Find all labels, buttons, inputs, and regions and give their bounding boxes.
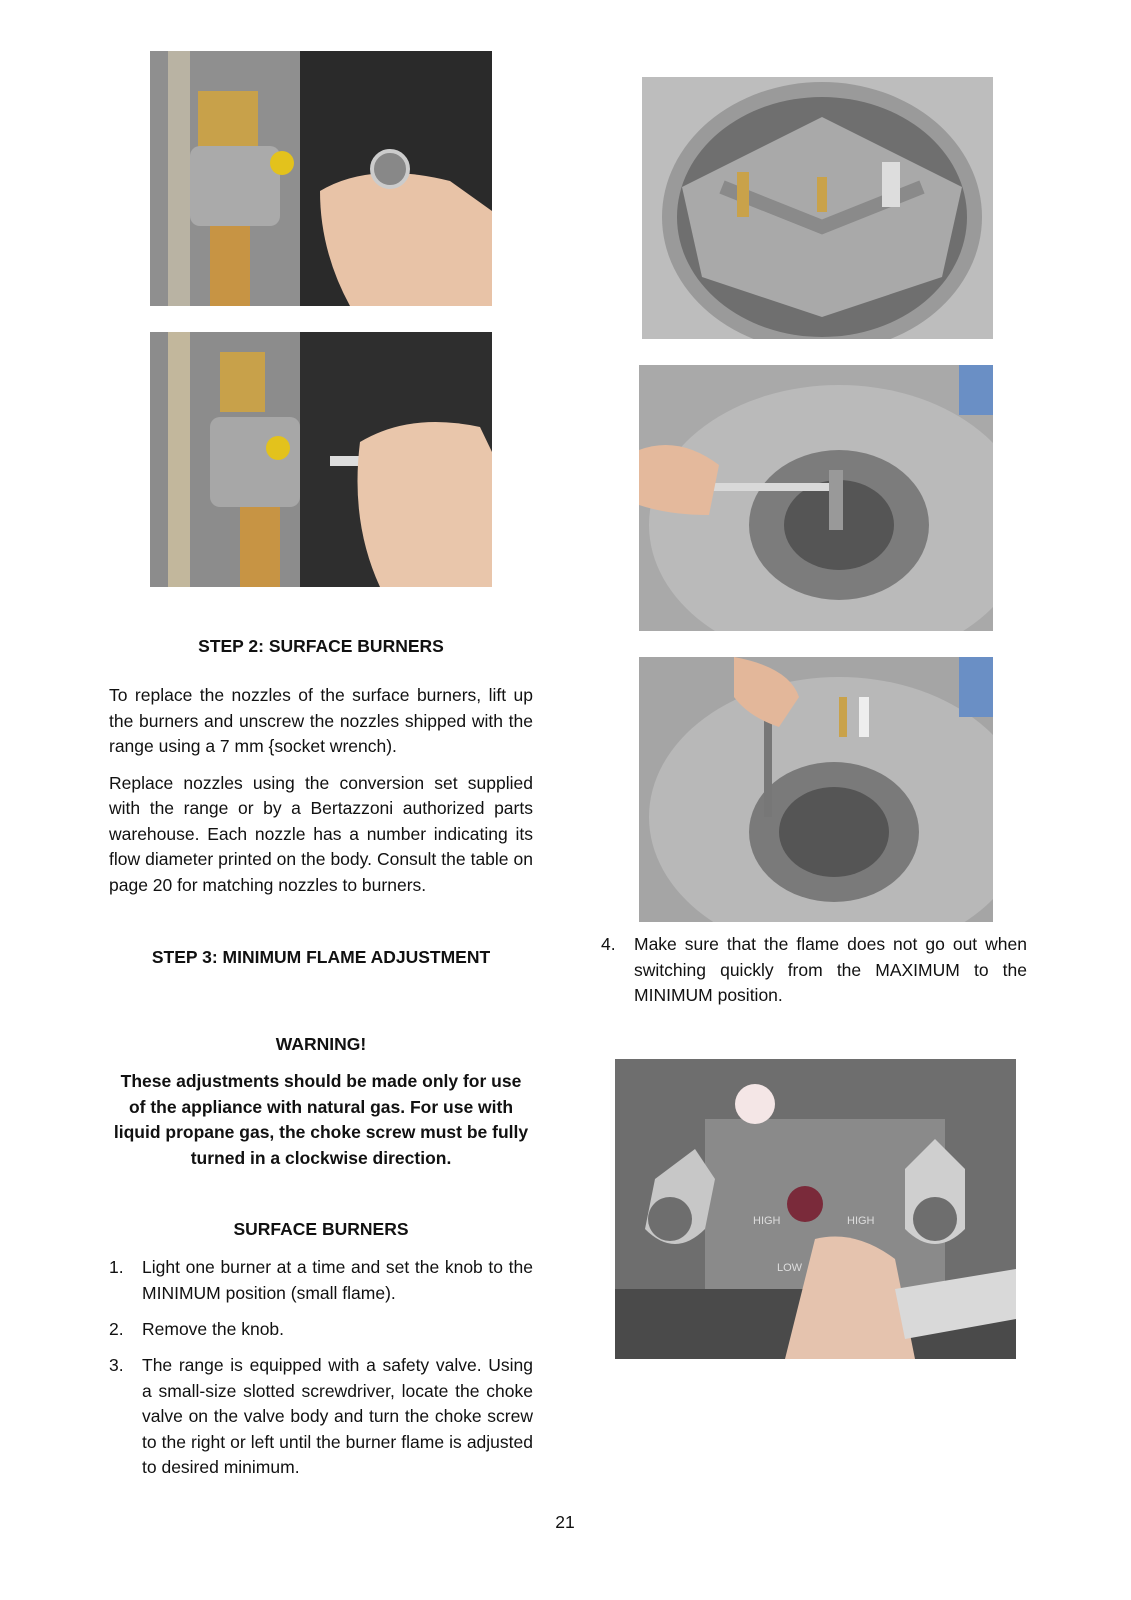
knob-choke-adjustment-photo <box>615 1059 1016 1359</box>
list-item-text: The range is equipped with a safety valve. Using a small-size slotted screwdriver, locate the choke valve on the valve body and turn the choke screw to the right or left until the burner flame is adjusted to desired minimum. <box>142 1355 533 1477</box>
burner-base-photo <box>642 77 993 339</box>
list-item-number: 2. <box>109 1319 124 1339</box>
wrench-on-burner-photo-1 <box>639 365 993 631</box>
list-item-number: 4. <box>601 934 616 954</box>
list-item-number: 3. <box>109 1355 124 1375</box>
list-item-3 <box>109 1353 533 1483</box>
nozzle-removal-photo-1 <box>150 51 492 306</box>
list-item-2 <box>109 1317 533 1343</box>
step2-paragraphs <box>109 683 533 898</box>
list-item-4 <box>601 932 1027 1012</box>
step2-para-1: To replace the nozzles of the surface burners, lift up the burners and unscrew the nozzles shipped with the range using a 7 mm {socket wrench). <box>109 685 533 756</box>
warning-text: These adjustments should be made only for use of the appliance with natural gas. For use with liquid propane gas, the choke screw must be fully turned in a clockwise direction. <box>113 1071 529 1168</box>
list-item-text: Remove the knob. <box>142 1319 285 1339</box>
low-label: LOW <box>777 1262 803 1274</box>
step2-heading: STEP 2: SURFACE BURNERS <box>198 636 444 656</box>
warning-title: WARNING! <box>275 1034 367 1054</box>
page-number: 21 <box>555 1512 575 1532</box>
step3-heading: STEP 3: MINIMUM FLAME ADJUSTMENT <box>151 947 491 967</box>
step2-para-2: Replace nozzles using the conversion set supplied with the range or by a Bertazzoni authorized parts warehouse. Each nozzle has a number indicating its flow diameter printed on the body. Consult the table on page 20 for matching nozzles to burners. <box>109 772 533 895</box>
high-label-2: HIGH <box>847 1215 875 1227</box>
list-item-text: Light one burner at a time and set the knob to the MINIMUM position (small flame). <box>142 1257 533 1303</box>
wrench-on-burner-photo-2 <box>639 657 993 922</box>
list-item-number: 1. <box>109 1257 124 1277</box>
nozzle-removal-photo-2 <box>150 332 492 587</box>
list-item-text: Make sure that the flame does not go out when switching quickly from the MAXIMUM to the MINIMUM position. <box>634 934 1027 1005</box>
high-label: HIGH <box>753 1215 781 1227</box>
list-item-1 <box>109 1255 533 1307</box>
surface-burners-heading: SURFACE BURNERS <box>233 1219 409 1239</box>
